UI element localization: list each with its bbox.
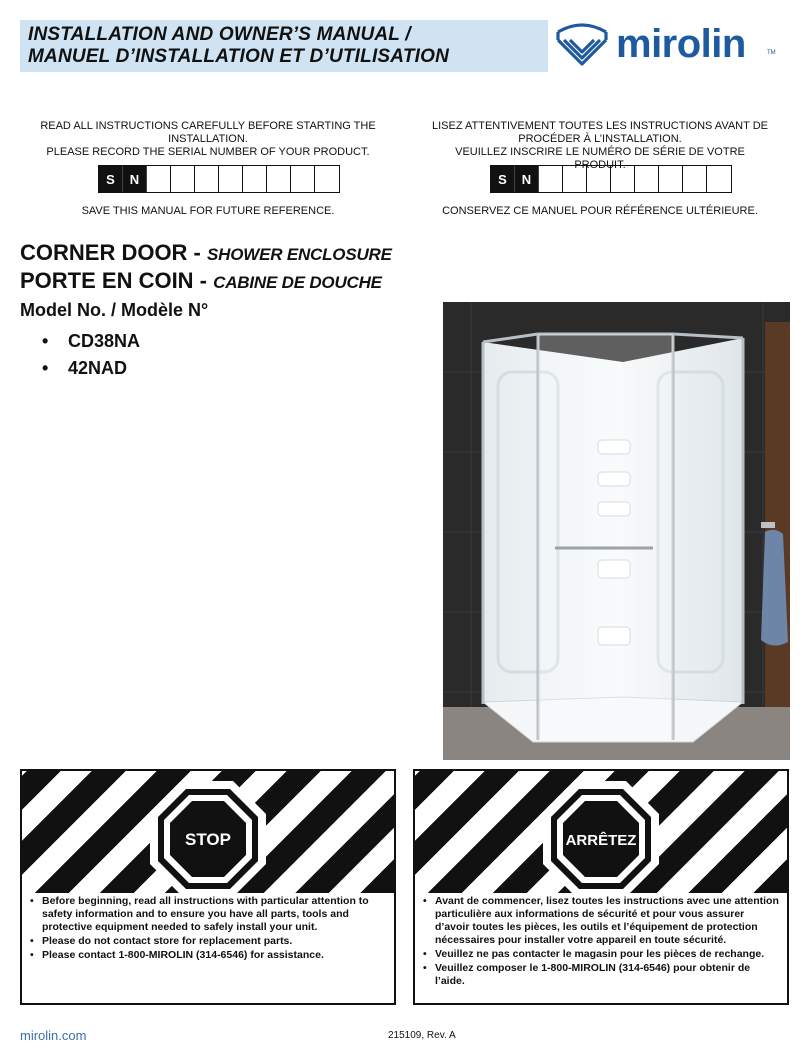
save-manual-note-fr: CONSERVEZ CE MANUEL POUR RÉFÉRENCE ULTÉRIEURE. <box>442 205 758 217</box>
product-title-fr-main: PORTE EN COIN - <box>20 268 214 293</box>
brand-name: mirolin <box>616 22 746 66</box>
manual-title-line2: MANUEL D’INSTALLATION ET D’UTILISATION <box>28 46 449 67</box>
product-title-en <box>20 240 392 268</box>
shower-enclosure-image <box>443 302 790 760</box>
sn-label-n: N <box>515 166 539 192</box>
model-item-label: CD38NA <box>68 331 141 351</box>
header-title-band <box>20 20 548 72</box>
sn-label-s: S <box>99 166 123 192</box>
model-item: • CD38NA <box>42 331 141 351</box>
serial-number-box-fr[interactable] <box>490 165 732 193</box>
warning-item: • Veuillez composer le 1-800-MIROLIN (314-6546) pour obtenir de l’aide. <box>423 962 779 988</box>
warning-list-en <box>30 895 386 963</box>
stop-sign-icon <box>148 779 268 899</box>
sn-cell[interactable] <box>243 166 267 192</box>
manual-title <box>28 24 449 68</box>
sn-cell[interactable] <box>171 166 195 192</box>
serial-number-box-en[interactable] <box>98 165 340 193</box>
sn-cell[interactable] <box>563 166 587 192</box>
warning-item: • Please do not contact store for replacement parts. <box>30 935 386 948</box>
model-item: • 42NAD <box>42 358 128 378</box>
instructions-en <box>38 120 378 159</box>
instructions-en-line2: PLEASE RECORD THE SERIAL NUMBER OF YOUR PRODUCT. <box>46 146 370 158</box>
warning-item: • Avant de commencer, lisez toutes les instructions avec une attention particulière aux informations de sécurité et pour vous assurer d’avoir toutes les pièces, les outils et l’équipement de protection nécessaires pour installer votre appareil en toute sécurité. <box>423 895 779 947</box>
stop-sign-label: ARRÊTEZ <box>565 832 637 849</box>
document-reference: 215109, Rev. A <box>388 1030 456 1041</box>
sn-cell[interactable] <box>219 166 243 192</box>
header <box>20 20 790 72</box>
instructions-fr-line1: LISEZ ATTENTIVEMENT TOUTES LES INSTRUCTIONS AVANT DE PROCÉDER À L’INSTALLATION. <box>432 120 768 145</box>
warning-panel-en <box>20 769 396 1005</box>
sn-cell[interactable] <box>539 166 563 192</box>
mirolin-logo <box>552 20 792 72</box>
sn-cell[interactable] <box>635 166 659 192</box>
sn-cell[interactable] <box>291 166 315 192</box>
model-number-title: Model No. / Modèle N° <box>20 300 209 320</box>
shower-enclosure-photo <box>443 302 790 760</box>
warning-item: • Before beginning, read all instructions with particular attention to safety information and to ensure you have all parts, tools and protective equipment needed to safely install your unit. <box>30 895 386 934</box>
warning-panel-fr <box>413 769 789 1005</box>
model-list <box>42 328 140 382</box>
stop-sign-label: STOP <box>185 830 231 849</box>
sn-label-s: S <box>491 166 515 192</box>
product-title-en-sub: SHOWER ENCLOSURE <box>207 245 392 264</box>
warning-item: • Veuillez ne pas contacter le magasin pour les pièces de rechange. <box>423 948 779 961</box>
sn-cell[interactable] <box>659 166 683 192</box>
product-title-fr-sub: CABINE DE DOUCHE <box>213 273 382 292</box>
product-title <box>20 240 392 296</box>
warning-item: • Please contact 1-800-MIROLIN (314-6546) for assistance. <box>30 949 386 962</box>
product-title-fr <box>20 268 392 296</box>
instructions-en-line1: READ ALL INSTRUCTIONS CAREFULLY BEFORE STARTING THE INSTALLATION. <box>40 120 376 145</box>
warning-list-fr <box>423 895 779 989</box>
manual-title-line1: INSTALLATION AND OWNER’S MANUAL / <box>28 24 411 45</box>
sn-cell[interactable] <box>195 166 219 192</box>
instructions-fr-line2: VEUILLEZ INSCRIRE LE NUMÉRO DE SÉRIE DE VOTRE PRODUIT. <box>455 146 745 171</box>
model-item-label: 42NAD <box>68 358 128 378</box>
sn-cell[interactable] <box>707 166 731 192</box>
save-manual-note-en: SAVE THIS MANUAL FOR FUTURE REFERENCE. <box>81 205 335 217</box>
sn-cell[interactable] <box>683 166 707 192</box>
sn-cell[interactable] <box>587 166 611 192</box>
stop-sign-icon <box>541 779 661 899</box>
sn-label-n: N <box>123 166 147 192</box>
product-title-en-main: CORNER DOOR - <box>20 240 207 265</box>
sn-cell[interactable] <box>147 166 171 192</box>
trademark-mark: TM <box>767 50 776 56</box>
sn-cell[interactable] <box>267 166 291 192</box>
website-link[interactable]: mirolin.com <box>20 1028 87 1043</box>
mirolin-logo-icon <box>552 20 612 72</box>
sn-cell[interactable] <box>611 166 635 192</box>
sn-cell[interactable] <box>315 166 339 192</box>
